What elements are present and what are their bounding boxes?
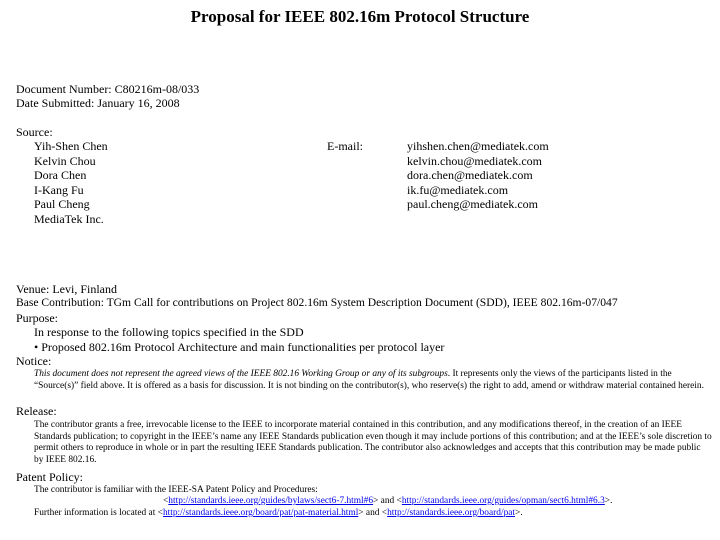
source-name: Kelvin Chou (34, 153, 96, 168)
source-name: Yih-Shen Chen (34, 139, 108, 153)
patent-further-line: Further information is located at <http://standards.ieee.org/board/pat/pat-material.html> and <http://standards.ieee.org/board/pat>. (34, 508, 523, 518)
pat-board-link[interactable]: http://standards.ieee.org/board/pat (387, 508, 516, 518)
bylaws-link[interactable]: http://standards.ieee.org/guides/bylaws/sect6-7.html#6 (168, 496, 374, 506)
page-title: Proposal for IEEE 802.16m Protocol Structure (190, 7, 530, 26)
opman-link[interactable]: http://standards.ieee.org/guides/opman/sect6.html#6.3 (401, 496, 605, 506)
email-address: yihshen.chen@mediatek.com (407, 139, 549, 153)
email-address: kelvin.chou@mediatek.com (407, 153, 543, 168)
source-name: I-Kang Fu (34, 182, 84, 197)
source-name: Paul Cheng (34, 197, 90, 211)
purpose-bullet: • Proposed 802.16m Protocol Architecture and main functionalities per protocol layer (34, 340, 445, 354)
date-submitted: Date Submitted: January 16, 2008 (16, 96, 180, 110)
source-names-list (34, 139, 108, 226)
source-name: MediaTek Inc. (34, 211, 104, 226)
email-address: paul.cheng@mediatek.com (407, 197, 539, 211)
release-text: The contributor grants a free, irrevocable license to the IEEE to incorporate material contained in this contribution, and any modifications thereof, in the creation of an IEEE Standards publication; to copyright in the IEEE’s name any IEEE Standards publication even though it may include portions of this contribution; and at the IEEE’s sole discretion to permit others to reproduce in whole or in part the resulting IEEE Standards publication. The contributor also acknowledges and accepts that this contribution may be made public by IEEE 802.16. (34, 420, 712, 465)
email-list (407, 139, 549, 212)
base-contribution: Base Contribution: TGm Call for contributions on Project 802.16m System Description Document (SDD), IEEE 802.16m-07/047 (16, 296, 618, 309)
source-label: Source: (16, 125, 53, 139)
email-address: ik.fu@mediatek.com (407, 182, 509, 197)
notice-text (34, 369, 708, 392)
email-address: dora.chen@mediatek.com (407, 168, 533, 182)
patent-line: The contributor is familiar with the IEEE-SA Patent Policy and Procedures: (34, 485, 318, 495)
purpose-label: Purpose: (16, 311, 58, 325)
pat-material-link[interactable]: http://standards.ieee.org/board/pat/pat-material.html (162, 508, 359, 518)
document-number: Document Number: C80216m-08/033 (16, 82, 200, 96)
purpose-line: In response to the following topics specified in the SDD (34, 325, 304, 339)
notice-italic: This document does not represent the agreed views of the IEEE 802.16 Working Group or any of its subgroups (34, 369, 448, 379)
email-label: E-mail: (327, 139, 363, 153)
release-label: Release: (16, 404, 57, 418)
source-name: Dora Chen (34, 168, 87, 182)
patent-label: Patent Policy: (16, 470, 83, 484)
notice-rest: . It represents only the views of the participants listed in the “Source(s)” field above. It is offered as a basis for discussion. It is not binding on the contributor(s), who reserve(s) the right to add, amend or withdraw material contained herein. (34, 369, 704, 391)
notice-label: Notice: (16, 354, 52, 368)
patent-links-line: <http://standards.ieee.org/guides/bylaws/sect6-7.html#6> and <http://standards.ieee.org/guides/opman/sect6.html#6.3>. (163, 496, 613, 506)
venue: Venue: Levi, Finland (16, 282, 117, 296)
